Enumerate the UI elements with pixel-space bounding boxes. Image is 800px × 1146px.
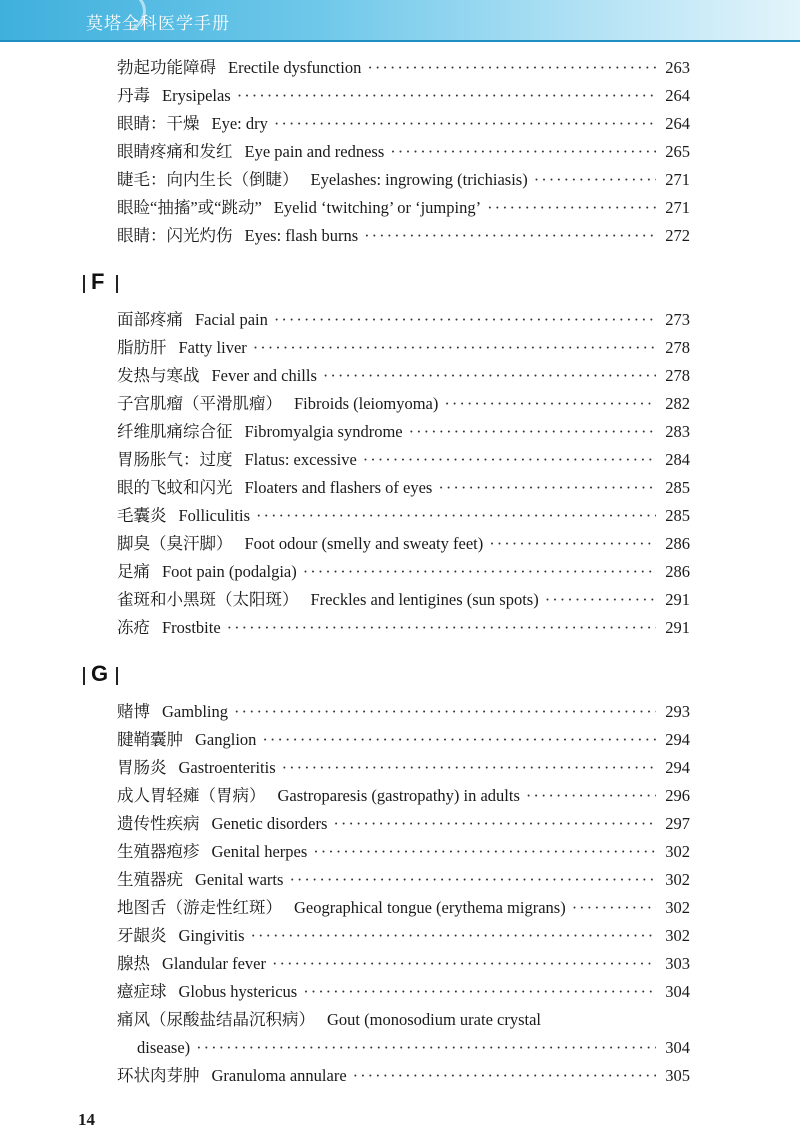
- section-bar-right: [116, 275, 118, 293]
- leader-dots: [274, 306, 656, 334]
- leader-dots: [196, 1034, 656, 1062]
- index-entry[interactable]: [117, 446, 690, 474]
- leader-dots: [390, 138, 656, 166]
- index-entry[interactable]: [117, 838, 690, 866]
- leader-dots: [313, 838, 656, 866]
- entry-english-title: Foot pain (podalgia): [162, 562, 297, 581]
- leader-dots: [364, 222, 656, 250]
- entry-chinese-title: 眼睛疼痛和发红: [117, 142, 233, 161]
- index-entry[interactable]: [117, 306, 690, 334]
- entry-english-title: Folliculitis: [178, 506, 251, 525]
- entry-english-title: Eye: dry: [211, 114, 268, 133]
- entry-page-number: 297: [665, 814, 690, 833]
- section-bar-left: [83, 667, 85, 685]
- entry-english-title: Flatus: excessive: [244, 450, 357, 469]
- index-entry[interactable]: [117, 950, 690, 978]
- entry-page-number: 302: [665, 926, 690, 945]
- leader-dots: [534, 166, 656, 194]
- leader-dots: [572, 894, 656, 922]
- entry-english-title: Erysipelas: [162, 86, 231, 105]
- entry-page-number: 302: [665, 870, 690, 889]
- entry-page-number: 302: [665, 842, 690, 861]
- index-entry[interactable]: [117, 782, 690, 810]
- leader-dots: [409, 418, 656, 446]
- leader-dots: [289, 866, 656, 894]
- entry-chinese-title: 眼睑“抽搐”或“跳动”: [117, 198, 262, 217]
- section-letter: G: [91, 661, 109, 686]
- entry-english-title: Facial pain: [195, 310, 268, 329]
- entry-english-title: Eyes: flash burns: [244, 226, 359, 245]
- entry-page-number: 271: [665, 170, 690, 189]
- entry-english-title: Eyelashes: ingrowing (trichiasis): [310, 170, 528, 189]
- index-entry[interactable]: [117, 390, 690, 418]
- index-entry[interactable]: [117, 110, 690, 138]
- leader-dots: [487, 194, 656, 222]
- entry-page-number: 293: [665, 702, 690, 721]
- entry-page-number: 294: [665, 758, 690, 777]
- entry-chinese-title: 腺热: [117, 954, 150, 973]
- section-heading-g: [0, 656, 800, 692]
- entry-english-title: Ganglion: [195, 730, 257, 749]
- entry-page-number: 265: [665, 142, 690, 161]
- entry-chinese-title: 脂肪肝: [117, 338, 167, 357]
- entry-english-title: Erectile dysfunction: [228, 58, 362, 77]
- section-bar-left: [83, 275, 85, 293]
- entry-english-title: Gambling: [162, 702, 228, 721]
- entry-chinese-title: 面部疼痛: [117, 310, 183, 329]
- entry-chinese-title: 腱鞘囊肿: [117, 730, 183, 749]
- entry-english-title: Globus hystericus: [178, 982, 298, 1001]
- leader-dots: [282, 754, 656, 782]
- leader-dots: [262, 726, 656, 754]
- entry-page-number: 283: [665, 422, 690, 441]
- entry-page-number: 286: [665, 534, 690, 553]
- section-bar-right: [116, 667, 118, 685]
- page-number: 14: [78, 1110, 95, 1129]
- leader-dots: [489, 530, 656, 558]
- entry-chinese-title: 遗传性疾病: [117, 814, 200, 833]
- leader-dots: [303, 558, 656, 586]
- entry-page-number: 263: [665, 58, 690, 77]
- entry-english-title: Frostbite: [162, 618, 221, 637]
- index-entry[interactable]: [117, 334, 690, 362]
- entry-english-title: Freckles and lentigines (sun spots): [310, 590, 539, 609]
- leader-dots: [333, 810, 656, 838]
- entry-chinese-title: 勃起功能障碍: [117, 58, 216, 77]
- entry-english-title: Glandular fever: [162, 954, 266, 973]
- index-entry[interactable]: [117, 558, 690, 586]
- entry-page-number: 304: [665, 982, 690, 1001]
- entry-page-number: 305: [665, 1066, 690, 1085]
- leader-dots: [363, 446, 656, 474]
- leader-dots: [526, 782, 656, 810]
- entry-page-number: 294: [665, 730, 690, 749]
- index-entry[interactable]: [117, 502, 690, 530]
- entry-chinese-title: 成人胃轻瘫（胃病）: [117, 786, 266, 805]
- entry-chinese-title: 发热与寒战: [117, 366, 200, 385]
- entry-chinese-title: 痛风（尿酸盐结晶沉积病）: [117, 1010, 315, 1029]
- entry-english-title: Fibromyalgia syndrome: [244, 422, 403, 441]
- index-list: [0, 54, 800, 1090]
- entry-english-title: Genital warts: [195, 870, 284, 889]
- entry-chinese-title: 胃肠胀气：过度: [117, 450, 233, 469]
- section-heading-f: [0, 264, 800, 300]
- entry-chinese-title: 足痛: [117, 562, 150, 581]
- entry-chinese-title: 胃肠炎: [117, 758, 167, 777]
- index-entry[interactable]: [117, 614, 690, 642]
- entry-chinese-title: 冻疮: [117, 618, 150, 637]
- entry-page-number: 303: [665, 954, 690, 973]
- entry-english-title-continued: disease): [137, 1038, 191, 1057]
- index-entry[interactable]: [117, 586, 690, 614]
- leader-dots: [251, 922, 656, 950]
- entry-chinese-title: 眼睛：干燥: [117, 114, 200, 133]
- index-entry-continuation[interactable]: [137, 1034, 690, 1062]
- entry-english-title: Gingivitis: [178, 926, 245, 945]
- entry-english-title: Gastroenteritis: [178, 758, 276, 777]
- index-entry[interactable]: [117, 754, 690, 782]
- index-entry[interactable]: [117, 222, 690, 250]
- index-entry[interactable]: [117, 54, 690, 82]
- entry-chinese-title: 癔症球: [117, 982, 167, 1001]
- entry-english-title: Genetic disorders: [211, 814, 328, 833]
- leader-dots: [353, 1062, 656, 1090]
- header-divider: [0, 40, 800, 42]
- entry-chinese-title: 眼的飞蚊和闪光: [117, 478, 233, 497]
- entry-chinese-title: 生殖器疱疹: [117, 842, 200, 861]
- leader-dots: [272, 950, 656, 978]
- index-entry[interactable]: [117, 418, 690, 446]
- entry-chinese-title: 毛囊炎: [117, 506, 167, 525]
- index-entry[interactable]: [117, 978, 690, 1006]
- index-entry[interactable]: [117, 810, 690, 838]
- entry-page-number: 296: [665, 786, 690, 805]
- index-entry[interactable]: [117, 530, 690, 558]
- index-entry[interactable]: [117, 922, 690, 950]
- leader-dots: [545, 586, 656, 614]
- entry-page-number: 304: [665, 1038, 690, 1057]
- leader-dots: [237, 82, 656, 110]
- entry-english-title: Fever and chills: [211, 366, 317, 385]
- entry-chinese-title: 脚臭（臭汗脚）: [117, 534, 233, 553]
- index-entry[interactable]: [117, 474, 690, 502]
- index-entry[interactable]: [117, 166, 690, 194]
- entry-page-number: 285: [665, 478, 690, 497]
- index-entry[interactable]: [117, 894, 690, 922]
- index-entry[interactable]: [117, 362, 690, 390]
- entry-english-title: Genital herpes: [211, 842, 308, 861]
- leader-dots: [256, 502, 656, 530]
- entry-english-title: Geographical tongue (erythema migrans): [294, 898, 566, 917]
- index-entry[interactable]: [117, 194, 690, 222]
- entry-chinese-title: 纤维肌痛综合征: [117, 422, 233, 441]
- page-header: [0, 0, 800, 40]
- entry-page-number: 272: [665, 226, 690, 245]
- entry-chinese-title: 地图舌（游走性红斑）: [117, 898, 282, 917]
- index-entry[interactable]: [117, 698, 690, 726]
- index-entry[interactable]: [117, 138, 690, 166]
- entry-chinese-title: 赌博: [117, 702, 150, 721]
- entry-page-number: 273: [665, 310, 690, 329]
- leader-dots: [227, 614, 656, 642]
- entry-english-title: Gout (monosodium urate crystal: [327, 1010, 542, 1029]
- leader-dots: [234, 698, 656, 726]
- entry-english-title: Eye pain and redness: [244, 142, 385, 161]
- index-entry[interactable]: [117, 866, 690, 894]
- leader-dots: [303, 978, 656, 1006]
- entry-page-number: 282: [665, 394, 690, 413]
- entry-english-title: Granuloma annulare: [211, 1066, 347, 1085]
- entry-chinese-title: 眼睛：闪光灼伤: [117, 226, 233, 245]
- entry-chinese-title: 生殖器疣: [117, 870, 183, 889]
- entry-page-number: 285: [665, 506, 690, 525]
- leader-dots: [438, 474, 656, 502]
- entry-english-title: Fibroids (leiomyoma): [294, 394, 439, 413]
- entry-page-number: 286: [665, 562, 690, 581]
- entry-english-title: Gastroparesis (gastropathy) in adults: [277, 786, 520, 805]
- entry-page-number: 291: [665, 590, 690, 609]
- section-letter: F: [91, 269, 105, 294]
- leader-dots: [253, 334, 656, 362]
- index-entry[interactable]: [117, 1006, 690, 1034]
- index-entry[interactable]: [117, 726, 690, 754]
- entry-page-number: 278: [665, 366, 690, 385]
- entry-english-title: Fatty liver: [178, 338, 247, 357]
- leader-dots: [274, 110, 656, 138]
- entry-chinese-title: 丹毒: [117, 86, 150, 105]
- entry-page-number: 291: [665, 618, 690, 637]
- entry-chinese-title: 环状肉芽肿: [117, 1066, 200, 1085]
- entry-page-number: 284: [665, 450, 690, 469]
- entry-page-number: 278: [665, 338, 690, 357]
- entry-page-number: 302: [665, 898, 690, 917]
- entry-page-number: 264: [665, 86, 690, 105]
- entry-page-number: 271: [665, 198, 690, 217]
- entry-english-title: Eyelid ‘twitching’ or ‘jumping’: [273, 198, 482, 217]
- entry-english-title: Floaters and flashers of eyes: [244, 478, 433, 497]
- leader-dots: [444, 390, 656, 418]
- entry-chinese-title: 子宫肌瘤（平滑肌瘤）: [117, 394, 282, 413]
- entry-chinese-title: 雀斑和小黑斑（太阳斑）: [117, 590, 299, 609]
- entry-english-title: Foot odour (smelly and sweaty feet): [244, 534, 484, 553]
- index-entry[interactable]: [117, 82, 690, 110]
- entry-page-number: 264: [665, 114, 690, 133]
- index-entry[interactable]: [117, 1062, 690, 1090]
- entry-chinese-title: 睫毛：向内生长（倒睫）: [117, 170, 299, 189]
- leader-dots: [323, 362, 656, 390]
- leader-dots: [367, 54, 656, 82]
- entry-chinese-title: 牙龈炎: [117, 926, 167, 945]
- book-title: 莫塔全科医学手册: [86, 14, 230, 34]
